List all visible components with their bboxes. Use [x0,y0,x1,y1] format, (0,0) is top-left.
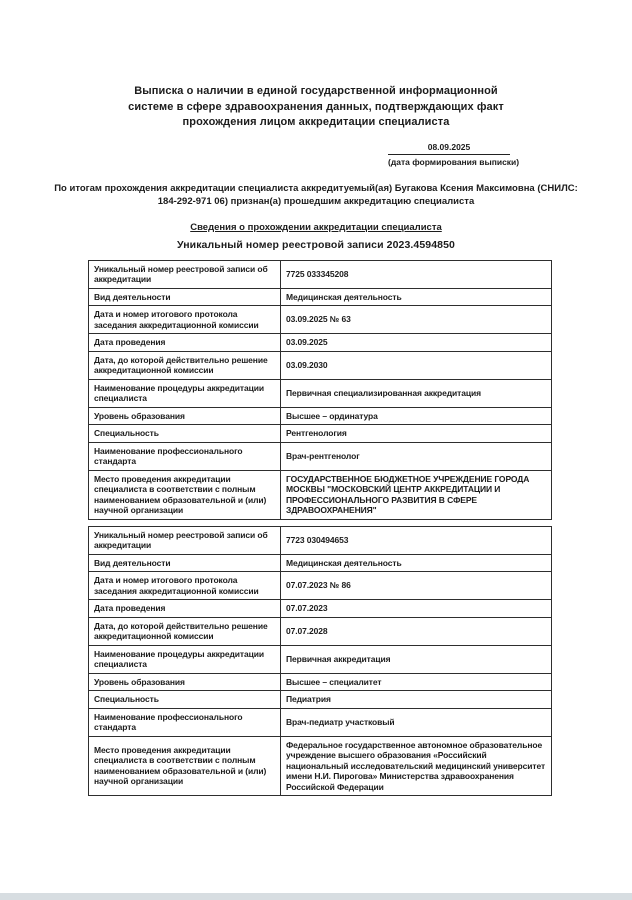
table-row [89,526,552,554]
row-value-cell: 03.09.2025 [281,334,552,352]
row-label-cell: Место проведения аккредитации специалиста в соответствии с полным наименованием образовательной и (или) научной организации [89,470,281,519]
table-row [89,736,552,796]
row-label-cell: Дата, до которой действительно решение аккредитационной комиссии [89,351,281,379]
row-label-cell: Наименование профессионального стандарта [89,442,281,470]
table-row [89,407,552,425]
table-row [89,600,552,618]
table-row [89,572,552,600]
row-value-cell: Врач-педиатр участковый [281,708,552,736]
row-value-cell: Федеральное государственное автономное образовательное учреждение высшего образования «Российский национальный исследовательский медицинский университет имени Н.И. Пирогова» Министерства здравоохранения Российской Федерации [281,736,552,796]
section-heading: Сведения о прохождении аккредитации специалиста [190,221,442,233]
row-label-cell: Уровень образования [89,673,281,691]
row-value-cell: Первичная аккредитация [281,645,552,673]
row-label-cell: Специальность [89,425,281,443]
table-row [89,708,552,736]
document-title: Выписка о наличии в единой государственной информационной системе в сфере здравоохранения данных, подтверждающих факт прохождения лицом аккредитации специалиста [128,85,504,128]
row-value-cell: ГОСУДАРСТВЕННОЕ БЮДЖЕТНОЕ УЧРЕЖДЕНИЕ ГОРОДА МОСКВЫ "МОСКОВСКИЙ ЦЕНТР АККРЕДИТАЦИИ И ПРОФЕССИОНАЛЬНОГО РАЗВИТИЯ В СФЕРЕ ЗДРАВООХРАНЕНИЯ" [281,470,552,519]
table-row [89,645,552,673]
row-value-cell: Врач-рентгенолог [281,442,552,470]
issue-date-caption: (дата формирования выписки) [388,156,520,167]
table-row [89,470,552,519]
table-row [89,691,552,709]
row-label-cell: Уникальный номер реестровой записи об аккредитации [89,526,281,554]
row-label-cell: Место проведения аккредитации специалиста в соответствии с полным наименованием образовательной и (или) научной организации [89,736,281,796]
row-label-cell: Наименование процедуры аккредитации специалиста [89,645,281,673]
row-value-cell: Высшее – специалитет [281,673,552,691]
row-label-cell: Дата проведения [89,334,281,352]
row-value-cell: Высшее – ординатура [281,407,552,425]
row-value-cell: Медицинская деятельность [281,554,552,572]
accreditation-table-1 [88,260,552,520]
row-value-cell: Педиатрия [281,691,552,709]
row-label-cell: Вид деятельности [89,288,281,306]
row-value-cell: 7725 033345208 [281,260,552,288]
row-value-cell: 03.09.2025 № 63 [281,306,552,334]
row-label-cell: Уровень образования [89,407,281,425]
row-value-cell: 7723 030494653 [281,526,552,554]
row-label-cell: Дата, до которой действительно решение аккредитационной комиссии [89,617,281,645]
row-value-cell: 07.07.2023 № 86 [281,572,552,600]
table-row [89,425,552,443]
row-label-cell: Наименование процедуры аккредитации специалиста [89,379,281,407]
table-row [89,617,552,645]
row-label-cell: Специальность [89,691,281,709]
table-row [89,379,552,407]
table-row [89,554,552,572]
row-label-cell: Дата проведения [89,600,281,618]
row-label-cell: Наименование профессионального стандарта [89,708,281,736]
row-label-cell: Уникальный номер реестровой записи об аккредитации [89,260,281,288]
table-row [89,288,552,306]
table-row [89,334,552,352]
scan-bottom-edge [0,893,632,900]
table-row [89,260,552,288]
row-label-cell: Дата и номер итогового протокола заседания аккредитационной комиссии [89,572,281,600]
row-value-cell: Рентгенология [281,425,552,443]
registry-number-heading: Уникальный номер реестровой записи 2023.4594850 [176,238,456,251]
row-value-cell: 03.09.2030 [281,351,552,379]
accreditation-table-2 [88,526,552,797]
row-label-cell: Вид деятельности [89,554,281,572]
intro-paragraph: По итогам прохождения аккредитации специалиста аккредитуемый(ая) Бугакова Ксения Максимовна (СНИЛС: 184-292-971 06) признан(а) прошедшим аккредитацию специалиста [54,182,578,207]
table-row [89,673,552,691]
row-value-cell: Первичная специализированная аккредитация [281,379,552,407]
issue-date: 08.09.2025 [388,142,510,155]
row-value-cell: Медицинская деятельность [281,288,552,306]
row-value-cell: 07.07.2028 [281,617,552,645]
table-row [89,351,552,379]
row-label-cell: Дата и номер итогового протокола заседания аккредитационной комиссии [89,306,281,334]
issue-date-block [388,141,520,167]
table-row [89,442,552,470]
table-row [89,306,552,334]
row-value-cell: 07.07.2023 [281,600,552,618]
